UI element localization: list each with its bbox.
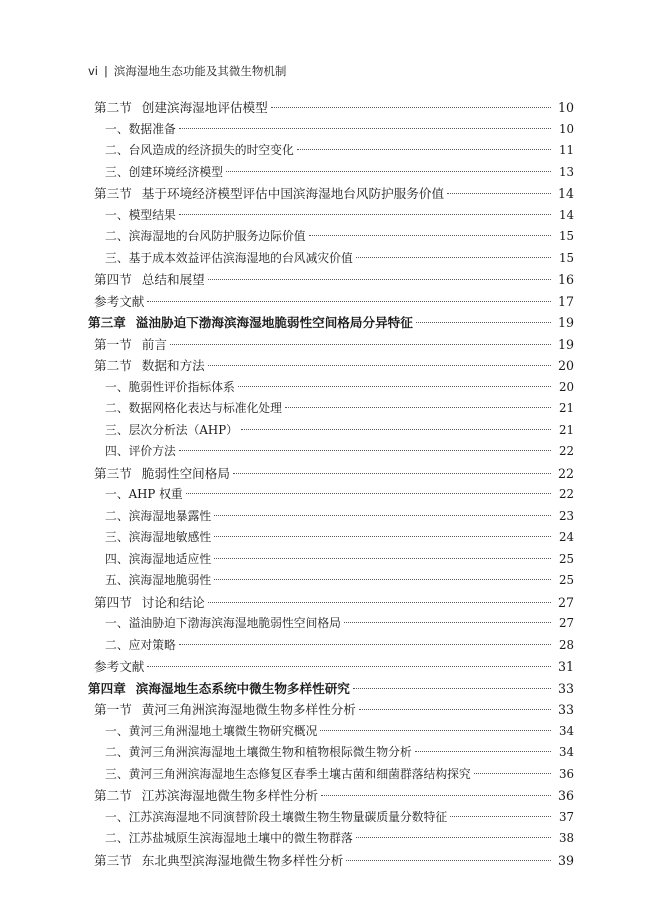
dot-leader bbox=[214, 558, 551, 559]
toc-entry-prefix: 一、 bbox=[105, 379, 129, 394]
toc-page-number: 15 bbox=[558, 250, 574, 265]
toc-page-number: 14 bbox=[558, 207, 574, 222]
toc-page-number: 39 bbox=[557, 852, 574, 868]
toc-entry-prefix: 第四节 bbox=[94, 594, 132, 610]
toc-entry-label bbox=[94, 463, 230, 485]
toc-page-number: 25 bbox=[558, 551, 574, 566]
toc-section-entry[interactable] bbox=[0, 355, 660, 377]
toc-entry-title: 滨海湿地敏感性 bbox=[128, 530, 212, 544]
dot-leader bbox=[346, 860, 551, 861]
dot-leader bbox=[474, 773, 551, 774]
toc-entry-prefix: 三、 bbox=[105, 530, 129, 544]
toc-item-entry[interactable] bbox=[0, 764, 660, 786]
toc-entry-label bbox=[105, 226, 306, 248]
toc-page-number: 10 bbox=[558, 121, 574, 136]
toc-page-number: 37 bbox=[558, 809, 574, 824]
toc-page-number: 17 bbox=[557, 293, 574, 309]
toc-page-number: 15 bbox=[558, 229, 574, 243]
toc-entry-title: 基于环境经济模型评估中国滨海湿地台风防护服务价值 bbox=[141, 186, 445, 201]
dot-leader bbox=[353, 688, 551, 689]
toc-item-entry[interactable] bbox=[0, 742, 660, 764]
toc-page-number: 16 bbox=[557, 272, 574, 287]
toc-item-entry[interactable] bbox=[0, 506, 660, 528]
toc-entry-prefix: 第三节 bbox=[94, 186, 132, 201]
toc-entry-label bbox=[105, 635, 176, 657]
toc-item-entry[interactable] bbox=[0, 140, 660, 162]
dot-leader bbox=[285, 407, 551, 408]
dot-leader bbox=[208, 365, 551, 366]
toc-page-number: 20 bbox=[557, 358, 574, 373]
toc-ref-entry[interactable] bbox=[0, 291, 660, 313]
toc-entry-prefix: 三、 bbox=[105, 164, 129, 179]
toc-page-number: 27 bbox=[557, 594, 574, 610]
toc-page-number: 21 bbox=[558, 401, 574, 415]
toc-entry-title: 溢油胁迫下渤海滨海湿地脆弱性空间格局分异特征 bbox=[135, 315, 413, 330]
dot-leader bbox=[450, 816, 551, 817]
toc-entry-title: 数据网格化表达与标准化处理 bbox=[128, 401, 282, 415]
toc-page-number: 22 bbox=[558, 487, 574, 501]
toc-entry-prefix: 第一节 bbox=[94, 336, 132, 352]
toc-page-number: 36 bbox=[558, 766, 574, 781]
dot-leader bbox=[309, 235, 551, 236]
toc-entry-label bbox=[105, 205, 176, 227]
toc-entry-prefix: 一、 bbox=[105, 809, 129, 824]
toc-entry-label bbox=[105, 807, 447, 829]
toc-entry-prefix: 第四章 bbox=[88, 680, 126, 696]
toc-section-entry[interactable] bbox=[0, 334, 660, 356]
dot-leader bbox=[320, 730, 551, 731]
toc-page-number: 19 bbox=[557, 336, 574, 352]
dot-leader bbox=[271, 107, 551, 108]
toc-section-entry[interactable] bbox=[0, 97, 660, 119]
toc-page-number: 21 bbox=[558, 422, 574, 437]
toc-entry-title: 江苏滨海湿地不同演替阶段土壤微生物生物量碳质量分数特征 bbox=[128, 809, 448, 824]
toc-page-number: 31 bbox=[557, 659, 574, 674]
dot-leader bbox=[170, 344, 551, 345]
toc-item-entry[interactable] bbox=[0, 613, 660, 635]
toc-entry-prefix: 三、 bbox=[105, 250, 129, 265]
toc-entry-title: 黄河三角洲滨海湿地生态修复区春季土壤古菌和细菌群落结构探究 bbox=[128, 766, 471, 781]
toc-entry-label bbox=[105, 162, 223, 184]
toc-page-number: 27 bbox=[558, 616, 574, 630]
toc-entry-title: 参考文献 bbox=[94, 659, 145, 674]
toc-page-number: 24 bbox=[558, 530, 574, 544]
toc-entry-label bbox=[105, 420, 238, 442]
toc-item-entry[interactable] bbox=[0, 119, 660, 141]
toc-item-entry[interactable] bbox=[0, 377, 660, 399]
toc-chapter-entry[interactable] bbox=[0, 312, 660, 334]
toc-entry-prefix: 第三节 bbox=[94, 465, 132, 481]
toc-entry-label bbox=[94, 355, 205, 377]
dot-leader bbox=[416, 322, 551, 323]
toc-entry-label bbox=[105, 828, 353, 850]
dot-leader bbox=[147, 666, 551, 667]
toc-entry-title: AHP 权重 bbox=[128, 487, 183, 501]
toc-page-number: 23 bbox=[558, 508, 574, 523]
toc-entry-label bbox=[105, 764, 471, 786]
toc-entry-title: 黄河三角洲滨海湿地土壤微生物和植物根际微生物分析 bbox=[128, 745, 412, 759]
toc-entry-title: 数据准备 bbox=[128, 121, 176, 136]
toc-section-entry[interactable] bbox=[0, 699, 660, 721]
toc-entry-label bbox=[105, 377, 235, 399]
dot-leader bbox=[147, 301, 551, 302]
toc-entry-title: 数据和方法 bbox=[141, 358, 205, 373]
toc-section-entry[interactable] bbox=[0, 269, 660, 291]
toc-entry-title: 黄河三角洲湿地土壤微生物研究概况 bbox=[128, 723, 318, 738]
toc-entry-title: 创建滨海湿地评估模型 bbox=[141, 100, 268, 115]
dot-leader bbox=[179, 128, 551, 129]
toc-entry-label bbox=[105, 527, 211, 549]
table-of-contents bbox=[0, 97, 660, 871]
toc-entry-prefix: 四、 bbox=[105, 551, 129, 566]
toc-page-number: 10 bbox=[557, 100, 574, 115]
toc-entry-label bbox=[88, 678, 350, 700]
toc-item-entry[interactable] bbox=[0, 635, 660, 657]
dot-leader bbox=[241, 429, 551, 430]
toc-page-number: 34 bbox=[558, 745, 574, 759]
header-separator: | bbox=[104, 64, 108, 78]
toc-section-entry[interactable] bbox=[0, 183, 660, 205]
toc-entry-prefix: 第二节 bbox=[94, 788, 132, 803]
toc-entry-prefix: 二、 bbox=[105, 229, 129, 243]
toc-entry-title: 台风造成的经济损失的时空变化 bbox=[128, 143, 294, 157]
toc-page-number: 33 bbox=[557, 702, 574, 717]
toc-item-entry[interactable] bbox=[0, 420, 660, 442]
toc-entry-prefix: 三、 bbox=[105, 422, 129, 437]
dot-leader bbox=[344, 622, 551, 623]
toc-entry-prefix: 第三章 bbox=[88, 315, 126, 330]
toc-page-number: 22 bbox=[557, 465, 574, 481]
toc-entry-label bbox=[105, 248, 353, 270]
toc-item-entry[interactable] bbox=[0, 205, 660, 227]
toc-entry-title: 讨论和结论 bbox=[141, 594, 205, 610]
toc-entry-label bbox=[94, 269, 205, 291]
toc-section-entry[interactable] bbox=[0, 463, 660, 485]
toc-entry-label bbox=[94, 785, 318, 807]
toc-entry-title: 滨海湿地的台风防护服务边际价值 bbox=[128, 229, 306, 243]
dot-leader bbox=[321, 795, 551, 796]
toc-entry-prefix: 二、 bbox=[105, 401, 129, 415]
toc-section-entry[interactable] bbox=[0, 850, 660, 872]
toc-entry-prefix: 二、 bbox=[105, 143, 129, 157]
dot-leader bbox=[238, 386, 551, 387]
toc-item-entry[interactable] bbox=[0, 226, 660, 248]
toc-item-entry[interactable] bbox=[0, 162, 660, 184]
toc-item-entry[interactable] bbox=[0, 570, 660, 592]
toc-page-number: 13 bbox=[558, 164, 574, 179]
toc-entry-label bbox=[105, 140, 294, 162]
toc-entry-label bbox=[105, 570, 211, 592]
toc-item-entry[interactable] bbox=[0, 549, 660, 571]
toc-entry-label bbox=[94, 699, 356, 721]
dot-leader bbox=[179, 214, 551, 215]
dot-leader bbox=[208, 279, 551, 280]
toc-entry-prefix: 第四节 bbox=[94, 272, 132, 287]
dot-leader bbox=[297, 149, 551, 150]
dot-leader bbox=[447, 193, 551, 194]
toc-entry-label bbox=[105, 506, 211, 528]
toc-page-number: 11 bbox=[558, 143, 574, 157]
toc-entry-label bbox=[94, 656, 144, 678]
dot-leader bbox=[356, 837, 551, 838]
dot-leader bbox=[415, 751, 551, 752]
toc-entry-label bbox=[105, 398, 282, 420]
book-title: 滨海湿地生态功能及其微生物机制 bbox=[113, 64, 287, 78]
toc-entry-title: 基于成本效益评估滨海湿地的台风减灾价值 bbox=[128, 250, 353, 265]
toc-entry-prefix: 一、 bbox=[105, 487, 129, 501]
toc-entry-prefix: 三、 bbox=[105, 766, 129, 781]
toc-entry-title: 滨海湿地暴露性 bbox=[128, 508, 212, 523]
toc-item-entry[interactable] bbox=[0, 807, 660, 829]
toc-item-entry[interactable] bbox=[0, 398, 660, 420]
toc-entry-prefix: 二、 bbox=[105, 745, 129, 759]
toc-entry-title: 滨海湿地适应性 bbox=[128, 551, 212, 566]
toc-entry-title: 总结和展望 bbox=[141, 272, 205, 287]
toc-entry-title: 脆弱性空间格局 bbox=[141, 465, 230, 481]
toc-entry-label bbox=[88, 312, 413, 334]
toc-section-entry[interactable] bbox=[0, 592, 660, 614]
toc-page-number: 34 bbox=[558, 723, 574, 738]
toc-entry-prefix: 二、 bbox=[105, 831, 129, 845]
dot-leader bbox=[186, 493, 551, 494]
toc-page-number: 25 bbox=[558, 573, 574, 587]
toc-entry-title: 脆弱性评价指标体系 bbox=[128, 379, 235, 394]
dot-leader bbox=[214, 536, 551, 537]
toc-entry-label bbox=[105, 742, 412, 764]
toc-entry-title: 前言 bbox=[141, 336, 167, 352]
toc-entry-title: 参考文献 bbox=[94, 293, 145, 309]
toc-entry-prefix: 一、 bbox=[105, 121, 129, 136]
toc-entry-title: 江苏滨海湿地微生物多样性分析 bbox=[141, 788, 319, 803]
toc-entry-label bbox=[94, 97, 268, 119]
toc-entry-title: 滨海湿地生态系统中微生物多样性研究 bbox=[135, 680, 350, 696]
dot-leader bbox=[179, 450, 551, 451]
toc-entry-label bbox=[94, 850, 343, 872]
dot-leader bbox=[356, 257, 551, 258]
toc-item-entry[interactable] bbox=[0, 248, 660, 270]
toc-entry-title: 应对策略 bbox=[128, 637, 176, 652]
toc-entry-label bbox=[105, 549, 211, 571]
toc-entry-label bbox=[105, 441, 176, 463]
toc-entry-label bbox=[94, 592, 205, 614]
toc-entry-label bbox=[94, 291, 144, 313]
toc-page-number: 28 bbox=[558, 637, 574, 652]
toc-page-number: 38 bbox=[558, 831, 574, 845]
toc-entry-title: 溢油胁迫下渤海滨海湿地脆弱性空间格局 bbox=[128, 616, 341, 630]
toc-entry-prefix: 四、 bbox=[105, 444, 129, 458]
toc-entry-title: 江苏盐城原生滨海湿地土壤中的微生物群落 bbox=[128, 831, 353, 845]
dot-leader bbox=[214, 515, 551, 516]
toc-section-entry[interactable] bbox=[0, 785, 660, 807]
toc-item-entry[interactable] bbox=[0, 484, 660, 506]
toc-entry-prefix: 二、 bbox=[105, 508, 129, 523]
toc-entry-title: 滨海湿地脆弱性 bbox=[128, 573, 212, 587]
toc-entry-prefix: 一、 bbox=[105, 207, 129, 222]
toc-entry-prefix: 第二节 bbox=[94, 358, 132, 373]
toc-item-entry[interactable] bbox=[0, 721, 660, 743]
toc-entry-prefix: 五、 bbox=[105, 573, 129, 587]
page-numeral: vi bbox=[88, 64, 99, 78]
toc-item-entry[interactable] bbox=[0, 441, 660, 463]
toc-entry-prefix: 第三节 bbox=[94, 852, 132, 868]
toc-entry-label bbox=[105, 613, 341, 635]
dot-leader bbox=[233, 473, 551, 474]
toc-page-number: 22 bbox=[558, 444, 574, 458]
toc-page-number: 19 bbox=[557, 315, 574, 330]
toc-item-entry[interactable] bbox=[0, 527, 660, 549]
toc-chapter-entry[interactable] bbox=[0, 678, 660, 700]
toc-item-entry[interactable] bbox=[0, 828, 660, 850]
toc-entry-prefix: 第一节 bbox=[94, 702, 132, 717]
toc-entry-prefix: 一、 bbox=[105, 616, 129, 630]
dot-leader bbox=[359, 709, 551, 710]
toc-page-number: 20 bbox=[558, 379, 574, 394]
toc-entry-title: 创建环境经济模型 bbox=[128, 164, 223, 179]
dot-leader bbox=[208, 602, 551, 603]
toc-entry-title: 东北典型滨海湿地微生物多样性分析 bbox=[141, 852, 344, 868]
toc-entry-title: 黄河三角洲滨海湿地微生物多样性分析 bbox=[141, 702, 356, 717]
dot-leader bbox=[214, 579, 551, 580]
toc-entry-label bbox=[94, 183, 444, 205]
running-header bbox=[88, 63, 286, 79]
toc-entry-title: 评价方法 bbox=[128, 444, 176, 458]
toc-entry-label bbox=[105, 119, 176, 141]
toc-page-number: 33 bbox=[557, 680, 574, 696]
toc-entry-title: 模型结果 bbox=[128, 207, 176, 222]
toc-entry-label bbox=[94, 334, 167, 356]
dot-leader bbox=[179, 644, 551, 645]
toc-ref-entry[interactable] bbox=[0, 656, 660, 678]
toc-page-number: 36 bbox=[557, 788, 574, 803]
toc-entry-prefix: 第二节 bbox=[94, 100, 132, 115]
dot-leader bbox=[226, 171, 551, 172]
toc-entry-label bbox=[105, 721, 317, 743]
toc-entry-prefix: 一、 bbox=[105, 723, 129, 738]
toc-page-number: 14 bbox=[557, 186, 574, 201]
toc-entry-label bbox=[105, 484, 183, 506]
toc-entry-title: 层次分析法（AHP） bbox=[128, 422, 238, 437]
toc-entry-prefix: 二、 bbox=[105, 637, 129, 652]
